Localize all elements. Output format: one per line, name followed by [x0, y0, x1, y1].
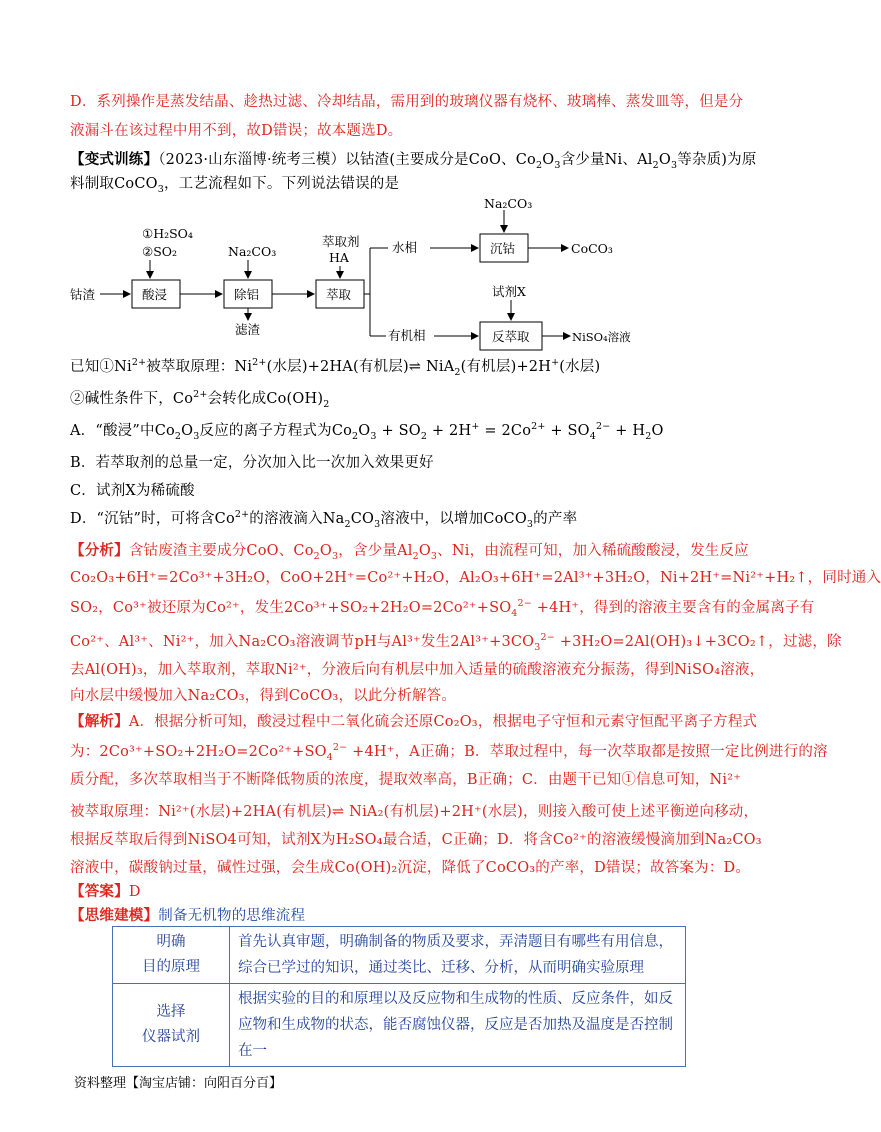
- reagent-label: Na₂CO₃: [228, 244, 277, 259]
- equilibrium-arrow: ⇌: [408, 359, 422, 375]
- text: 料制取CoCO: [70, 176, 158, 192]
- reagent-label: ②SO₂: [142, 244, 178, 259]
- waste-label: 滤渣: [235, 322, 261, 337]
- text: (水层)+2HA(有机层): [266, 359, 409, 375]
- option-a: A．“酸浸”中$Co_2O_3$反应的离子方程式为$Co_2O_3 + SO_2 + 2H^+ = 2Co^{2+} + SO_4^{2-} + H_2O$: [70, 421, 664, 442]
- text: +4H⁺，得到的溶液主要含有的金属离子有: [531, 600, 815, 616]
- phase-label: 水相: [392, 240, 418, 255]
- text: 选择: [156, 1004, 186, 1020]
- section-label: 【变式训练】: [70, 151, 159, 168]
- text: 制备无机物的思维流程: [158, 908, 306, 924]
- text: 的溶液滴入Na: [249, 511, 345, 527]
- text: 已知①Ni: [70, 359, 132, 375]
- text: NiA: [425, 359, 455, 375]
- text: 仪器试剂: [142, 1029, 200, 1045]
- table-cell: 根据实验的目的和原理以及反应物和生成物的性质、反应条件，如反应物和生成物的状态，能否腐蚀仪器，反应是否加热及温度是否控制在一: [230, 984, 686, 1067]
- text-line: 液漏斗在该过程中用不到，故D错误；故本题选D。: [70, 123, 403, 139]
- text: （2023·山东淄博·统考三模）以钴渣(主要成分是CoO、Co: [158, 152, 536, 168]
- table-cell: 首先认真审题，明确制备的物质及要求，弄清题目有哪些有用信息，综合已学过的知识，通过类比、迁移、分析，从而明确实验原理: [230, 927, 686, 984]
- text: O: [358, 423, 371, 439]
- text: +3H₂O=2Al(OH)₃↓+3CO₂↑，过滤，除: [554, 634, 842, 650]
- question-stem: 料制取CoCO$_3$，工艺流程如下。下列说法错误的是: [70, 176, 400, 195]
- table-row: [113, 927, 686, 984]
- text: +4H⁺，A正确；B．萃取过程中，每一次萃取都是按照一定比例进行的溶: [347, 744, 828, 760]
- text: ②碱性条件下，Co: [70, 391, 194, 407]
- explanation-line: 质分配，多次萃取相当于不断降低物质的浓度，提取效率高，B正确；C．由题干已知①信息可知，Ni²⁺: [70, 772, 742, 788]
- text: NiA₂(有机层)+2H⁺(水层)，则接入酸可使上述平衡逆向移动，: [344, 804, 759, 820]
- known-condition: 已知$①Ni^{2+}$被萃取原理：$Ni^{2+}$(水层)+2HA(有机层)⇌ NiA$_2$(有机层)+2H+(水层): [70, 357, 601, 378]
- text: (有机层)+2H: [460, 359, 552, 375]
- text: + SO: [376, 423, 421, 439]
- text: 等杂质)为原: [677, 152, 757, 168]
- text: ，工艺流程如下。下列说法错误的是: [163, 176, 400, 192]
- product-label: NiSO₄溶液: [572, 330, 631, 344]
- start-material-label: 钴渣: [70, 287, 96, 302]
- explanation-line: 溶液中，碳酸钠过量，碱性过强，会生成Co(OH)₂沉淀，降低了CoCO₃的产率，D错误；故答案为：D。: [70, 860, 751, 876]
- flow-box-label: 萃取: [326, 287, 352, 302]
- section-label: 【思维建模】: [70, 907, 159, 924]
- analysis-line: 【分析】含钴废渣主要成分CoO、$Co_2O_3$，含少量$Al_2O_3$、Ni，由流程可知，加入稀硫酸酸浸，发生反应: [70, 542, 749, 562]
- text: + H: [610, 423, 646, 439]
- text: 会转化成Co(OH): [207, 391, 324, 407]
- reagent-label: 萃取剂: [322, 234, 360, 249]
- flow-box-label: 酸浸: [142, 287, 168, 302]
- reagent-label: Na₂CO₃: [484, 196, 533, 211]
- text: 的产率: [533, 511, 578, 527]
- text: D．“沉钴”时，可将含Co: [70, 511, 235, 527]
- text: 为：2Co³⁺+SO₂+2H₂O=2Co²⁺+: [70, 744, 305, 760]
- reagent-label: 试剂X: [492, 284, 526, 299]
- option-c: C．试剂X为稀硫酸: [70, 483, 195, 499]
- explanation-line: [70, 712, 757, 732]
- text: 目的原理: [142, 959, 200, 975]
- question-stem: 【变式训练】（2023·山东淄博·统考三模）以钴渣(主要成分是CoO、$Co_2O_3$含少量Ni、$Al_2O_3$等杂质)为原: [70, 151, 757, 171]
- footer-text: 资料整理【淘宝店铺：向阳百分百】: [74, 1076, 283, 1091]
- answer-line: [70, 882, 141, 902]
- table-row: [113, 984, 686, 1067]
- section-label: 【解析】: [70, 713, 129, 730]
- option-b: B．若萃取剂的总量一定，分次加入比一次加入效果更好: [70, 455, 434, 471]
- table-header-cell: [113, 927, 230, 984]
- text: 被萃取原理：Ni: [146, 359, 253, 375]
- flow-box-label: 反萃取: [492, 329, 530, 344]
- phase-label: 有机相: [388, 328, 426, 343]
- analysis-line: Co²⁺、Al³⁺、Ni²⁺，加入Na₂CO₃溶液调节pH与Al³⁺发生$2Al^{3+}+3CO_3^{2-}$ +3H₂O=2Al(OH)₃↓+3CO₂↑，过滤，除: [70, 632, 842, 653]
- text: + 2H: [427, 423, 472, 439]
- text: CO: [350, 511, 375, 527]
- text: 含少量Ni、Al: [560, 152, 653, 168]
- text: 明确: [156, 934, 186, 950]
- text: O: [542, 152, 555, 168]
- text: CO: [510, 634, 535, 650]
- text: A．根据分析可知，酸浸过程中二氧化硫会还原Co₂O₃，根据电子守恒和元素守恒配平离子方程式: [128, 714, 758, 730]
- text: O: [319, 543, 332, 559]
- text: O: [418, 543, 431, 559]
- answer-value: D: [128, 884, 141, 900]
- text: 、Ni，由流程可知，加入稀硫酸酸浸，发生反应: [437, 543, 749, 559]
- explanation-line: 根据反萃取后得到NiSO4可知，试剂X为H₂SO₄最合适，C正确；D．将含Co²⁺的溶液缓慢滴加到Na₂CO₃: [70, 832, 762, 848]
- option-d: D．“沉钴”时，可将含$Co^{2+}$的溶液滴入$Na_2CO_3$溶液中，以增加CoCO$_3$的产率: [70, 509, 578, 530]
- text: O: [651, 423, 664, 439]
- equilibrium-arrow: ⇌: [332, 804, 345, 820]
- explanation-line: 为：$2Co^{3+}+SO_2+2H_2O=2Co^{2+}+SO_4^{2-} +4H^+$，A正确；B．萃取过程中，每一次萃取都是按照一定比例进行的溶: [70, 742, 828, 763]
- product-label: CoCO₃: [571, 241, 613, 256]
- text: ，含少量Al: [338, 543, 413, 559]
- text: (水层): [559, 359, 601, 375]
- text: 反应的离子方程式为Co: [199, 423, 353, 439]
- text: O: [658, 152, 671, 168]
- text: 被萃取原理：Ni²⁺(水层)+2HA(有机层): [70, 804, 333, 820]
- text: A．“酸浸”中Co: [70, 423, 175, 439]
- text: SO: [304, 744, 327, 760]
- process-flow-diagram: [70, 196, 710, 346]
- text-line: D．系列操作是蒸发结晶、趁热过滤、冷却结晶，需用到的玻璃仪器有烧杯、玻璃棒、蒸发皿等，但是分: [70, 94, 744, 110]
- text: + SO: [545, 423, 590, 439]
- reagent-label: ①H₂SO₄: [142, 226, 193, 241]
- analysis-line: 去Al(OH)₃，加入萃取剂，萃取Ni²⁺，分液后向有机层中加入适量的硫酸溶液充分振荡，得到NiSO₄溶液，: [70, 662, 765, 678]
- known-condition: ②碱性条件下，$Co^{2+}$会转化成$Co(OH)_2$: [70, 389, 330, 410]
- flow-box-label: 沉钴: [490, 241, 516, 256]
- analysis-line: Co₂O₃+6H⁺=2Co³⁺+3H₂O，CoO+2H⁺=Co²⁺+H₂O，Al₂O₃+6H⁺=2Al³⁺+3H₂O，Ni+2H⁺=Ni²⁺+H₂↑，同时通入: [70, 570, 881, 586]
- text: SO: [489, 600, 512, 616]
- table-header-cell: [113, 984, 230, 1067]
- text: O: [181, 423, 194, 439]
- text: SO₂，Co³⁺被还原为Co²⁺，发生2Co³⁺+SO₂+2H₂O=2Co²⁺+: [70, 600, 490, 616]
- thinking-model-title: [70, 906, 305, 926]
- text: 含钴废渣主要成分CoO、Co: [128, 543, 314, 559]
- flow-box-label: 除铝: [234, 287, 260, 302]
- text: 溶液中，以增加CoCO: [380, 511, 527, 527]
- analysis-line: 向水层中缓慢加入Na₂CO₃，得到CoCO₃，以此分析解答。: [70, 688, 457, 704]
- reagent-label: HA: [329, 250, 349, 265]
- section-label: 【分析】: [70, 542, 129, 559]
- analysis-line: SO₂，Co³⁺被还原为Co²⁺，发生$2Co^{3+}+SO_2+2H_2O=2Co^{2+}+SO_4^{2-} +4H^+$，得到的溶液主要含有的金属离子有: [70, 598, 815, 619]
- section-label: 【答案】: [70, 883, 129, 900]
- explanation-line: [70, 802, 758, 822]
- text: = 2Co: [479, 423, 532, 439]
- text: Co²⁺、Al³⁺、Ni²⁺，加入Na₂CO₃溶液调节pH与Al³⁺发生2Al³⁺+3: [70, 634, 511, 650]
- thinking-model-table: [112, 926, 686, 1067]
